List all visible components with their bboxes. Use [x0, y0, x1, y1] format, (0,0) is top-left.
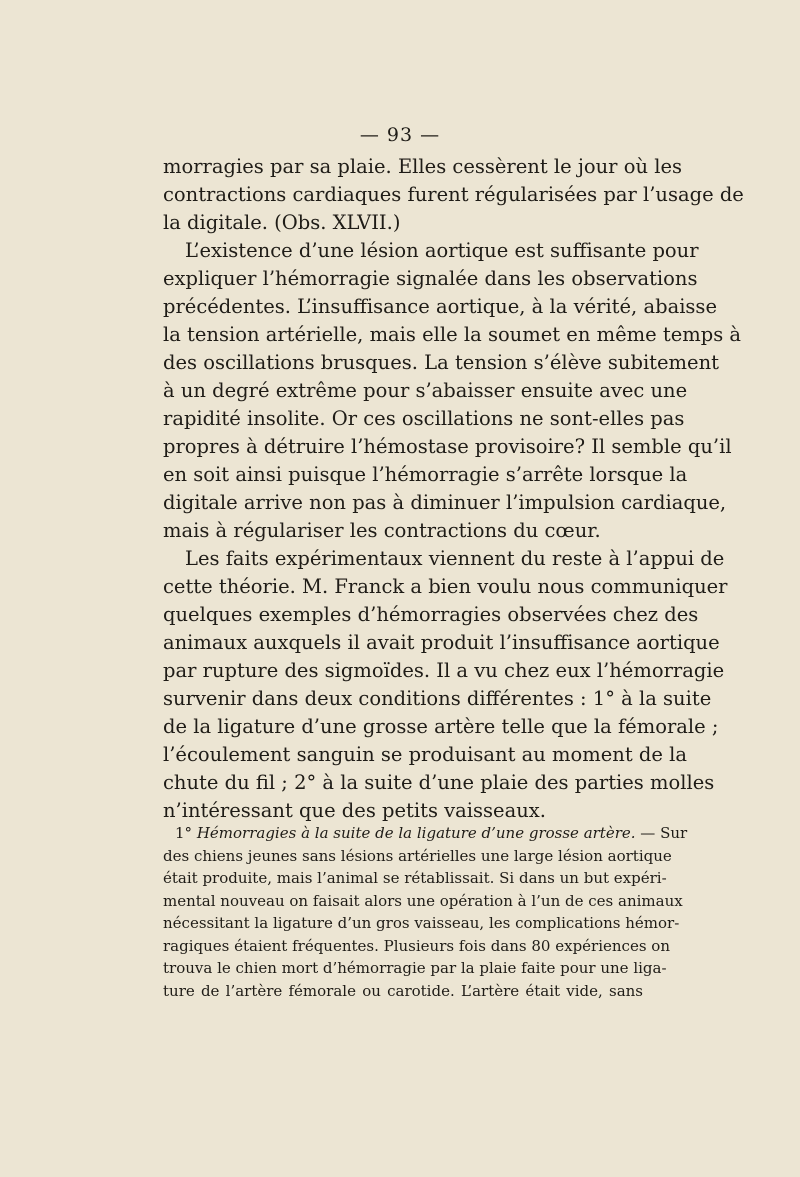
footnote	[163, 822, 688, 1002]
page-number: — 93 —	[359, 124, 441, 146]
footnote-line: ture de l’artère fémorale ou carotide. L’artère était vide, sans	[163, 981, 643, 1000]
body-line: propres à détruire l’hémostase provisoire? Il semble qu’il	[163, 435, 732, 458]
footnote-line: nécessitant la ligature d’un gros vaisseau, les complications hémor-	[163, 914, 680, 932]
body-line: chute du fil ; 2° à la suite d’une plaie des parties molles	[163, 771, 715, 794]
body-line: la tension artérielle, mais elle la soumet en même temps à	[163, 323, 742, 346]
footnote-line: était produite, mais l’animal se rétablissait. Si dans un but expéri-	[163, 869, 667, 887]
body-line: mais à régulariser les contractions du cœur.	[163, 519, 601, 542]
body-line: en soit ainsi puisque l’hémorragie s’arrête lorsque la	[163, 463, 688, 486]
body-line: animaux auxquels il avait produit l’insuffisance aortique	[163, 631, 720, 654]
footnote-line: trouva le chien mort d’hémorragie par la plaie faite pour une liga-	[163, 959, 667, 977]
body-line: cette théorie. M. Franck a bien voulu nous communiquer	[163, 575, 728, 598]
body-line: rapidité insolite. Or ces oscillations ne sont-elles pas	[163, 407, 685, 430]
body-line: de la ligature d’une grosse artère telle que la fémorale ;	[163, 715, 719, 738]
body-line: expliquer l’hémorragie signalée dans les observations	[163, 267, 698, 290]
body-line: morragies par sa plaie. Elles cessèrent le jour où les	[163, 155, 682, 178]
body-line: la digitale. (Obs. XLVII.)	[163, 211, 401, 234]
body-line: survenir dans deux conditions différentes : 1° à la suite	[163, 687, 712, 710]
body-line: Les faits expérimentaux viennent du reste à l’appui de	[185, 547, 725, 570]
footnote-line: des chiens jeunes sans lésions artérielles une large lésion aortique	[163, 846, 672, 865]
footnote-number: 1°	[175, 824, 193, 842]
body-line: n’intéressant que des petits vaisseaux.	[163, 799, 546, 822]
footnote-heading-rest: — Sur	[635, 824, 688, 842]
body-line: quelques exemples d’hémorragies observées chez des	[163, 603, 699, 626]
body-line: l’écoulement sanguin se produisant au moment de la	[163, 743, 687, 766]
footnote-line: mental nouveau on faisait alors une opération à l’un de ces animaux	[163, 891, 683, 910]
body-line: des oscillations brusques. La tension s’élève subitement	[163, 351, 719, 374]
body-line: précédentes. L’insuffisance aortique, à la vérité, abaisse	[163, 295, 717, 318]
body-line: contractions cardiaques furent régularisées par l’usage de	[163, 183, 744, 206]
footnote-line: ragiques étaient fréquentes. Plusieurs fois dans 80 expériences on	[163, 936, 670, 955]
body-line: par rupture des sigmoïdes. Il a vu chez eux l’hémorragie	[163, 659, 725, 682]
body-line: digitale arrive non pas à diminuer l’impulsion cardiaque,	[163, 491, 727, 514]
body-text	[163, 153, 744, 825]
body-line: L’existence d’une lésion aortique est suffisante pour	[185, 239, 699, 262]
footnote-heading	[163, 822, 688, 845]
body-line: à un degré extrême pour s’abaisser ensuite avec une	[163, 379, 688, 402]
footnote-title: Hémorragies à la suite de la ligature d’une grosse artère.	[196, 824, 636, 842]
